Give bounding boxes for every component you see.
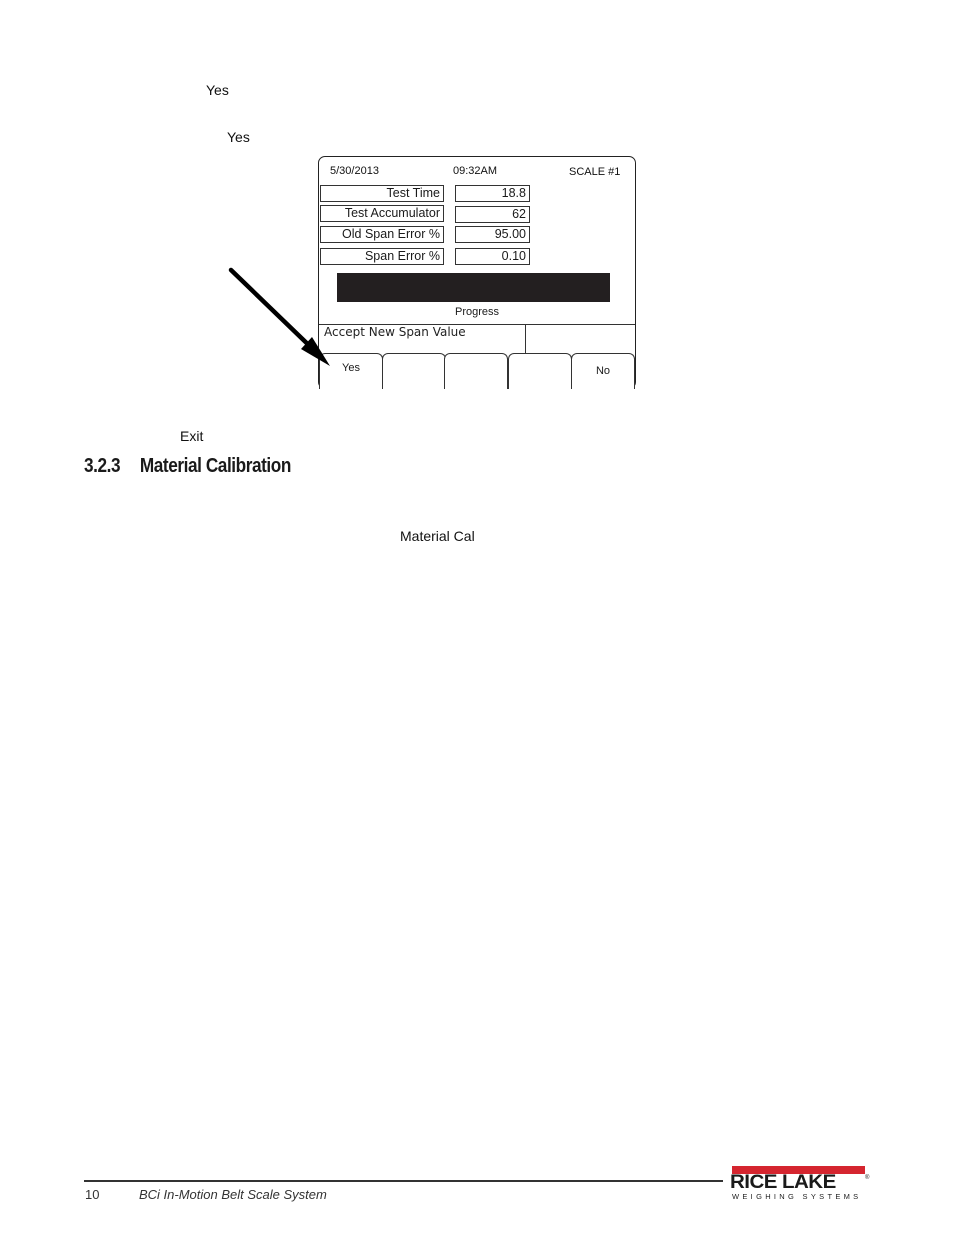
softkey-no[interactable]: No xyxy=(571,353,635,389)
section-title: Material Calibration xyxy=(139,455,291,477)
screen-time: 09:32AM xyxy=(453,165,498,177)
screen-date: 5/30/2013 xyxy=(330,165,379,177)
logo-registered-mark: ® xyxy=(865,1175,870,1181)
step-exit: Exit xyxy=(180,428,204,444)
field-value-test-time: 18.8 xyxy=(455,185,530,202)
prompt-text: Accept New Span Value xyxy=(324,325,466,339)
step-yes-1: Yes xyxy=(206,82,229,98)
screen-scale-id: SCALE #1 xyxy=(569,166,621,178)
section-number: 3.2.3 xyxy=(84,455,121,477)
field-label-test-accumulator: Test Accumulator xyxy=(320,205,444,222)
document-title: BCi In-Motion Belt Scale System xyxy=(139,1187,327,1202)
field-label-span-error: Span Error % xyxy=(320,248,444,265)
footer-rule xyxy=(84,1180,723,1182)
field-value-span-error: 0.10 xyxy=(455,248,530,265)
rice-lake-logo xyxy=(730,1166,870,1202)
field-label-old-span-error: Old Span Error % xyxy=(320,226,444,243)
section-heading xyxy=(84,455,291,478)
field-value-test-accumulator: 62 xyxy=(455,206,530,223)
page-number: 10 xyxy=(85,1187,100,1202)
field-value-old-span-error: 95.00 xyxy=(455,226,530,243)
logo-subtitle: WEIGHING SYSTEMS xyxy=(732,1192,862,1201)
progress-label: Progress xyxy=(454,306,500,318)
field-label-test-time: Test Time xyxy=(320,185,444,202)
material-cal-reference: Material Cal xyxy=(400,528,475,544)
softkey-yes[interactable]: Yes xyxy=(319,353,383,389)
step-yes-2: Yes xyxy=(227,129,250,145)
logo-brand: RICE LAKE xyxy=(730,1172,836,1193)
